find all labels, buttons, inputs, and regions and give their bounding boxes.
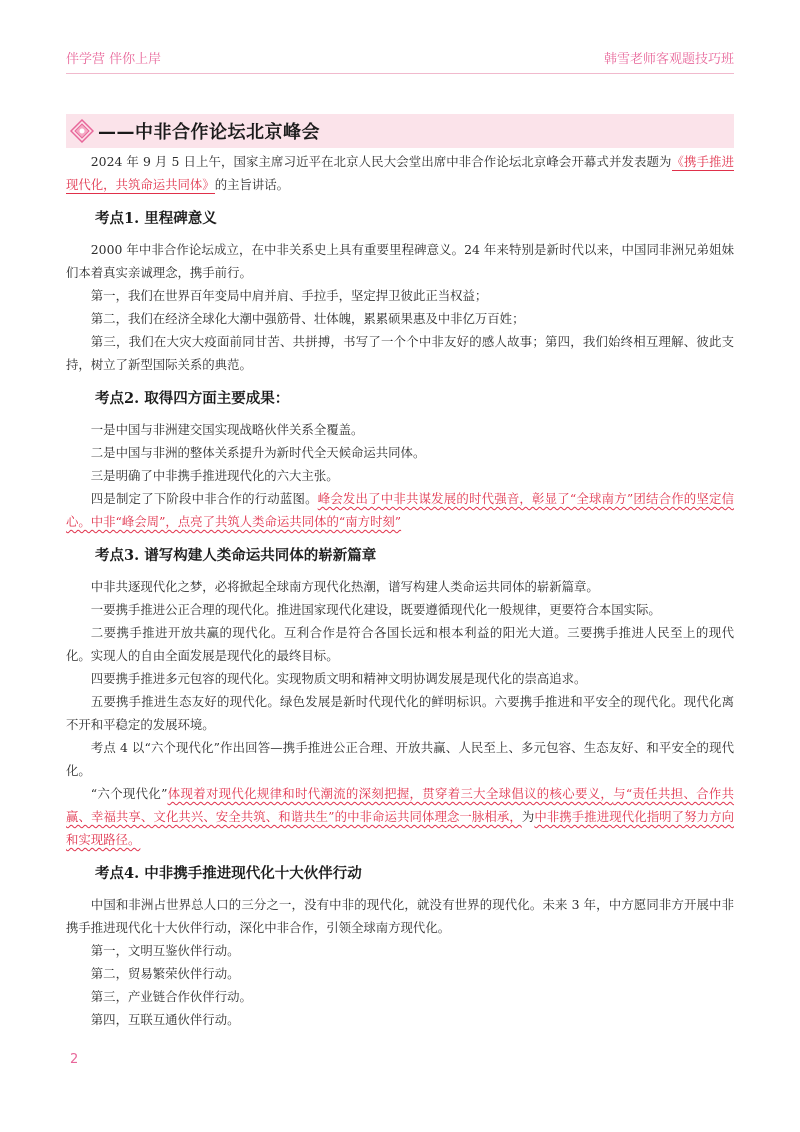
point4-item-3: 第三，产业链合作伙伴行动。 [90, 989, 252, 1004]
intro-text-1: 2024 年 9 月 5 日上午，国家主席习近平在北京人民大会堂出席中非合作论坛北京峰会开幕式并发表题为 [90, 154, 672, 169]
point3-paragraph-6: 考点 4 以“六个现代化”作出回答—携手推进公正合理、开放共赢、人民至上、多元包容、生态友好、和平安全的现代化。 [66, 740, 734, 778]
heading-text: 谱写构建人类命运共同体的崭新篇章 [144, 547, 377, 564]
point4-item-4: 第四，互联互通伙伴行动。 [90, 1012, 240, 1027]
point1-paragraph-4: 第三，我们在大灾大疫面前同甘苦、共拼搏，书写了一个个中非友好的感人故事；第四，我们始终相互理解、彼此支持，树立了新型国际关系的典范。 [66, 334, 734, 372]
point3-heading [66, 545, 734, 567]
point2-heading [66, 388, 734, 410]
heading-number: 4. [124, 865, 140, 882]
header-brand: 伴学营 伴你上岸 [66, 52, 162, 67]
point3-paragraph-7 [66, 782, 734, 851]
item4-highlight: 峰会发出了中非共谋发展的时代强音，彰显了“全球南方”团结合作的坚定信心。中非“峰会周”，点亮了共筑人类命运共同体的“南方时刻” [66, 491, 735, 529]
heading-prefix: 考点 [95, 210, 124, 227]
heading-prefix: 考点 [95, 865, 124, 882]
point1-paragraph-2: 第一，我们在世界百年变局中肩并肩、手拉手，坚定捍卫彼此正当权益； [90, 288, 488, 303]
six-modernizations-term: “六个现代化” [90, 786, 168, 801]
point3-paragraph-1: 中非共逐现代化之梦，必将掀起全球南方现代化热潮，谱写构建人类命运共同体的崭新篇章。 [90, 579, 599, 594]
heading-text: 里程碑意义 [144, 210, 217, 227]
header-course: 韩雪老师客观题技巧班 [603, 52, 734, 67]
highlight-1: 体现着对现代化规律和时代潮流的深刻把握，贯穿着三大全球倡议的核心要义， [167, 786, 614, 801]
point1-paragraph-1: 2000 年中非合作论坛成立，在中非关系史上具有重要里程碑意义。24 年来特别是新时代以来，中国同非洲兄弟姐妹们本着真实亲诚理念，携手前行。 [66, 242, 734, 280]
heading-number: 3. [124, 547, 140, 564]
point2-item-4 [66, 487, 734, 533]
point3-paragraph-5: 五要携手推进生态友好的现代化。绿色发展是新时代现代化的鲜明标识。六要携手推进和平安全的现代化。现代化离不开和平稳定的发展环境。 [66, 694, 734, 732]
connector-text: 为 [521, 809, 535, 824]
section-title: ——中非合作论坛北京峰会 [98, 122, 320, 143]
point4-paragraph-1: 中国和非洲占世界总人口的三分之一，没有中非的现代化，就没有世界的现代化。未来 3 年，中方愿同非方开展中非携手推进现代化十大伙伴行动，深化中非合作，引领全球南方现代化。 [66, 897, 734, 935]
item4-text: 四是制定了下阶段中非合作的行动蓝图。 [90, 491, 318, 506]
heading-number: 1. [124, 210, 140, 227]
highlight-3: 中非携手推进现代化指明了努力方向和实现路径。 [66, 809, 734, 847]
heading-prefix: 考点 [95, 547, 124, 564]
intro-text-2: 的主旨讲话。 [214, 177, 290, 192]
diamond-ornament-icon [70, 119, 94, 143]
document-body [66, 150, 734, 1031]
point2-item-1: 一是中国与非洲建交国实现战略伙伴关系全覆盖。 [90, 422, 364, 437]
page-number: 2 [70, 1052, 79, 1067]
point4-heading [66, 863, 734, 885]
point1-heading [66, 208, 734, 230]
page-header [66, 48, 734, 70]
heading-prefix: 考点 [95, 390, 124, 407]
heading-text: 取得四方面主要成果： [144, 390, 290, 407]
point3-paragraph-2: 一要携手推进公正合理的现代化。推进国家现代化建设，既要遵循现代化一般规律，更要符合本国实际。 [90, 602, 661, 617]
point1-paragraph-3: 第二，我们在经济全球化大潮中强筋骨、壮体魄，累累硕果惠及中非亿万百姓； [90, 311, 525, 326]
point2-item-2: 二是中国与非洲的整体关系提升为新时代全天候命运共同体。 [90, 445, 426, 460]
heading-number: 2. [124, 390, 140, 407]
point4-item-2: 第二，贸易繁荣伙伴行动。 [90, 966, 240, 981]
section-title-bar [66, 114, 734, 148]
intro-paragraph [66, 150, 734, 196]
header-divider [66, 73, 734, 74]
speech-title: 《携手推进现代化，共筑命运共同体》 [66, 154, 734, 192]
point3-paragraph-3: 二要携手推进开放共赢的现代化。互利合作是符合各国长远和根本利益的阳光大道。三要携手推进人民至上的现代化。实现人的自由全面发展是现代化的最终目标。 [66, 625, 734, 663]
highlight-2: 与“责任共担、合作共赢、幸福共享、文化共兴、安全共筑、和谐共生”的中非命运共同体理念一脉相承， [66, 786, 735, 824]
point4-item-1: 第一，文明互鉴伙伴行动。 [90, 943, 240, 958]
point2-item-3: 三是明确了中非携手推进现代化的六大主张。 [90, 468, 339, 483]
heading-text: 中非携手推进现代化十大伙伴行动 [144, 865, 362, 882]
point3-paragraph-4: 四要携手推进多元包容的现代化。实现物质文明和精神文明协调发展是现代化的崇高追求。 [90, 671, 587, 686]
